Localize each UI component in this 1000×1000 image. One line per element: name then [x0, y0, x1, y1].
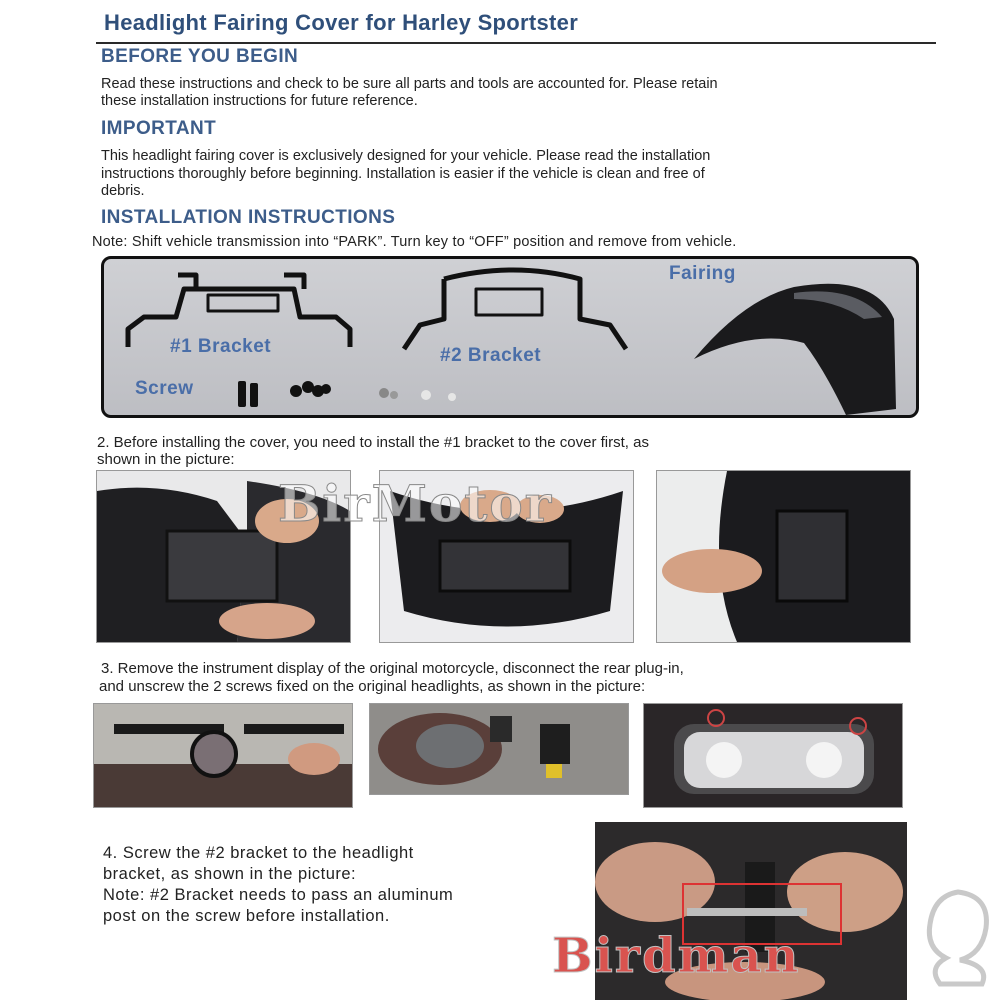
- fairing-label: Fairing: [669, 263, 736, 284]
- important-line-2: instructions thoroughly before beginning. Installation is easier if the vehicle is clean and free of: [101, 166, 705, 182]
- step-4-line-1: 4. Screw the #2 bracket to the headlight: [103, 844, 414, 862]
- step-3-line-1: 3. Remove the instrument display of the original motorcycle, disconnect the rear plug-in,: [101, 660, 684, 677]
- bracket-1-label: #1 Bracket: [170, 336, 272, 357]
- step-2-photo-3: [656, 470, 911, 643]
- screw-label: Screw: [135, 378, 194, 399]
- watermark-bottom: Birdman: [552, 928, 801, 984]
- bracket-2-label: #2 Bracket: [440, 345, 542, 366]
- before-heading: BEFORE YOU BEGIN: [101, 46, 299, 67]
- watermark-top: BirMotor: [278, 474, 554, 533]
- step-2-line-1: 2. Before installing the cover, you need to install the #1 bracket to the cover first, as: [97, 434, 649, 451]
- bracket-2-image: [404, 270, 626, 349]
- brand-logo-icon: [920, 888, 996, 988]
- step-4-line-2: bracket, as shown in the picture:: [103, 865, 357, 883]
- step-3-photo-1: [93, 703, 353, 808]
- document-title: Headlight Fairing Cover for Harley Sportster: [104, 10, 579, 35]
- step-4-line-3: Note: #2 Bracket needs to pass an aluminum: [103, 886, 454, 904]
- fairing-image: [694, 284, 896, 415]
- before-line-2: these installation instructions for future reference.: [101, 93, 418, 109]
- step-4-line-4: post on the screw before installation.: [103, 907, 390, 925]
- before-line-1: Read these instructions and check to be sure all parts and tools are accounted for. Please retain: [101, 76, 718, 92]
- title-rule: [96, 42, 936, 44]
- install-note: Note: Shift vehicle transmission into “PARK”. Turn key to “OFF” position and remove from vehicle.: [92, 234, 737, 250]
- step-3-photo-2: [369, 703, 629, 795]
- step-2-line-2: shown in the picture:: [97, 451, 235, 468]
- install-heading: INSTALLATION INSTRUCTIONS: [101, 207, 396, 228]
- step-3-photo-3: [643, 703, 903, 808]
- screw-hardware: [238, 381, 456, 407]
- important-heading: IMPORTANT: [101, 118, 217, 139]
- step-3-line-2: and unscrew the 2 screws fixed on the original headlights, as shown in the picture:: [99, 678, 646, 695]
- important-line-1: This headlight fairing cover is exclusively designed for your vehicle. Please read the installation: [101, 148, 711, 164]
- important-line-3: debris.: [101, 183, 145, 199]
